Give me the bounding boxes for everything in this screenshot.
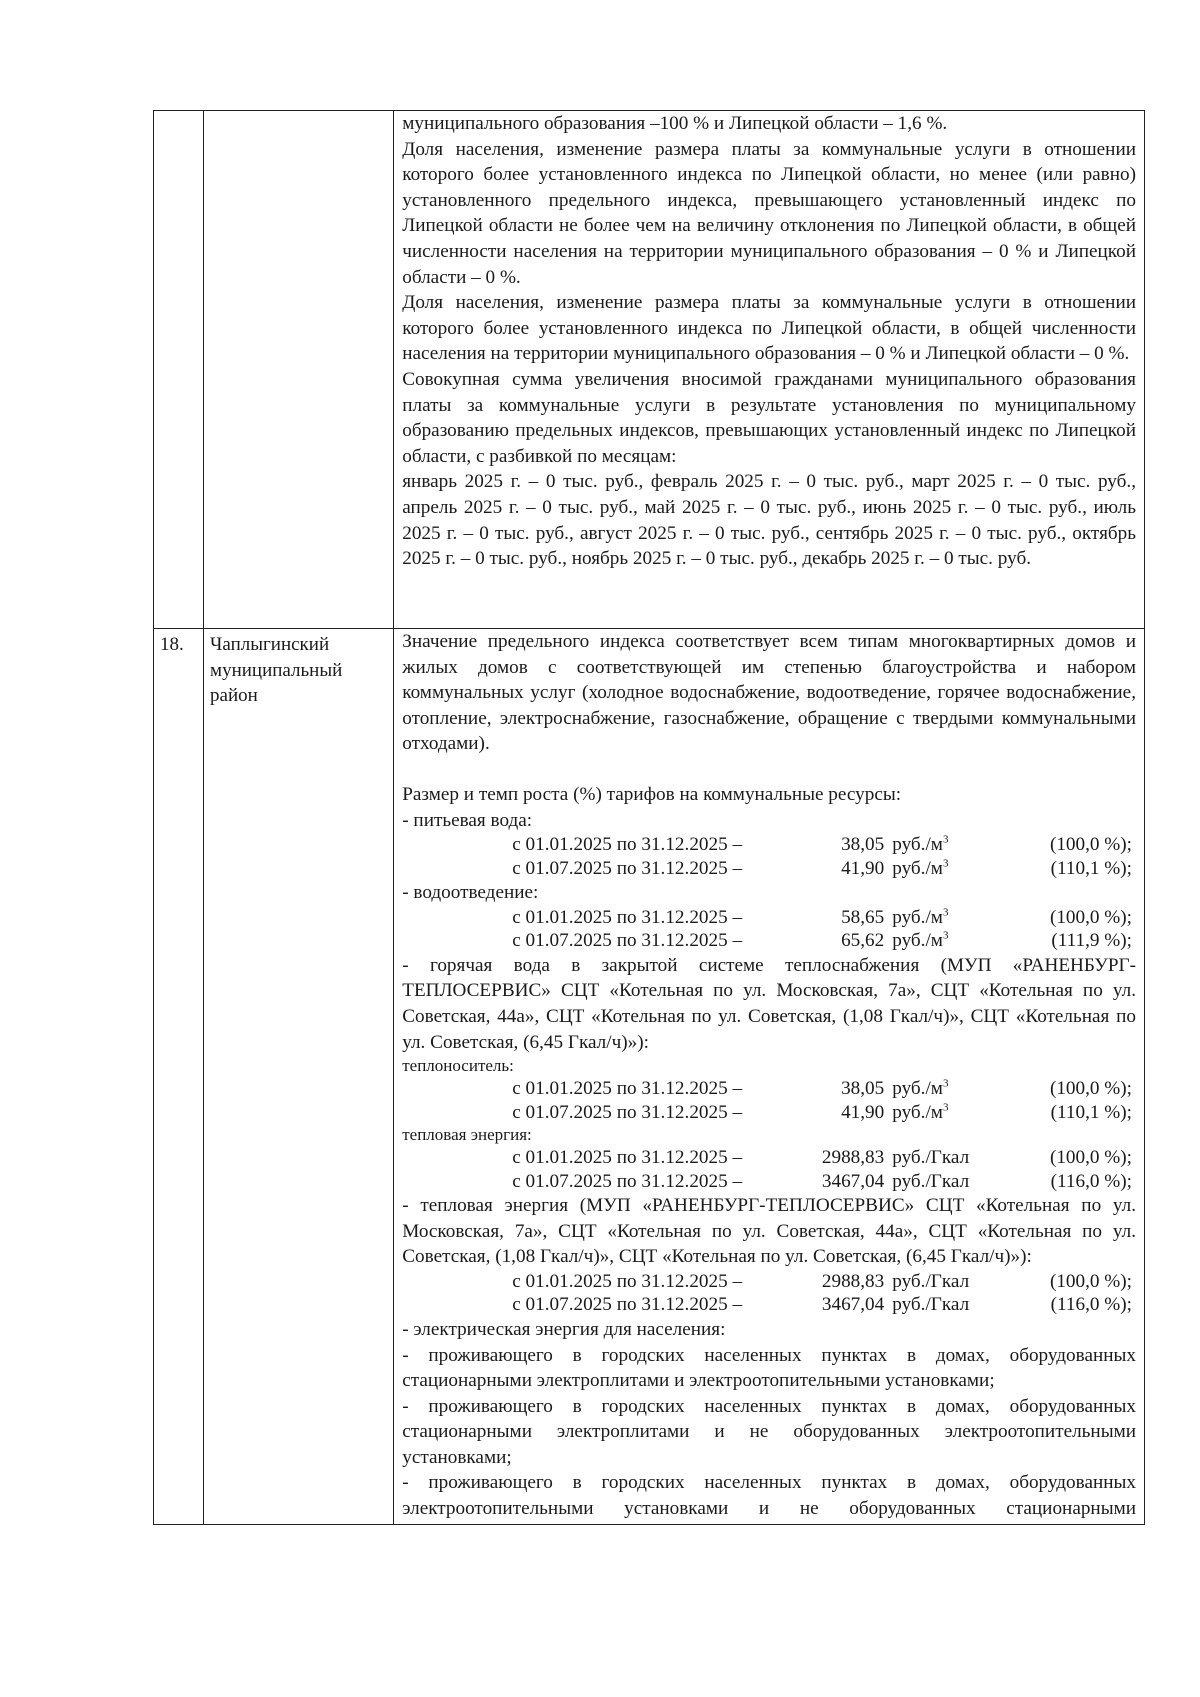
paragraph-monthly-breakdown: январь 2025 г. – 0 тыс. руб., февраль 2025 г. – 0 тыс. руб., март 2025 г. – 0 тыс. руб., апрель 2025 г. – 0 тыс. руб., май 2025 г. – 0 тыс. руб., июнь 2025 г. – 0 тыс. руб., июль 2025 г. – 0 тыс. руб., август 2025 г. – 0 тыс. руб., сентябрь 2025 г. – 0 тыс. руб., октябрь 2025 г. – 0 тыс. руб., ноябрь 2025 г. – 0 тыс. руб., декабрь 2025 г. – 0 тыс. руб. <box>402 471 1136 570</box>
table-row-18 <box>154 629 1145 1525</box>
hotwater-heading: - горячая вода в закрытой системе теплоснабжения (МУП «РАНЕНБУРГ-ТЕПЛОСЕРВИС» СЦТ «Котельная по ул. Московская, 7а», СЦТ «Котельная по ул. Советская, 44а», СЦТ «Котельная по ул. Советская, (1,08 Гкал/ч)», СЦТ «Котельная по ул. Советская, (6,45 Гкал/ч)»): <box>402 954 1136 1053</box>
paragraph-share-within-deviation: Доля населения, изменение размера платы за коммунальные услуги в отношении которого более установленного индекса по Липецкой области, но менее (или равно) установленного предельного индекса, превышающего установленный индекс по Липецкой области не более чем на величину отклонения по Липецкой области, в общей численности населения на территории муниципального образования – 0 % и Липецкой области – 0 %. <box>402 138 1136 288</box>
paragraph-total-increase: Совокупная сумма увеличения вносимой гражданами муниципального образования платы за коммунальные услуги в результате установления по муниципальному образованию предельных индексов, превышающих установленный индекс по Липецкой области, с разбивкой по месяцам: <box>402 368 1136 467</box>
tariff-line: с 01.07.2025 по 31.12.2025 – 3467,04 руб./Гкал (116,0 %); <box>512 1170 1132 1192</box>
sewer-heading: - водоотведение: <box>402 882 539 904</box>
tariff-line: с 01.01.2025 по 31.12.2025 – 58,65 $руб./м^3$ (100,0 %); <box>512 906 1132 928</box>
tariff-table <box>153 110 1145 1525</box>
paragraph-intro: Значение предельного индекса соответствует всем типам многоквартирных домов и жилых домов с соответствующей им степенью благоустройства и набором коммунальных услуг (холодное водоснабжение, водоотведение, горячее водоснабжение, отопление, электроснабжение, газоснабжение, обращение с твердыми коммунальными отходами). <box>402 631 1136 755</box>
energy-heading: тепловая энергия: <box>402 1125 532 1145</box>
elec-item-3: - проживающего в городских населенных пунктах в домах, оборудованных электроотопительными установками и не оборудованных стационарными <box>402 1472 1136 1520</box>
region-cell-empty <box>204 111 394 629</box>
paragraph-share-above-index: Доля населения, изменение размера платы за коммунальные услуги в отношении которого более установленного индекса по Липецкой области, в общей численности населения на территории муниципального образования – 0 % и Липецкой области – 0 %. <box>402 292 1136 365</box>
tariff-line: с 01.07.2025 по 31.12.2025 – 41,90 $руб./м^3$ (110,1 %); <box>512 1101 1132 1123</box>
table-row-17-continuation <box>154 111 1145 629</box>
heat-heading: - тепловая энергия (МУП «РАНЕНБУРГ-ТЕПЛОСЕРВИС» СЦТ «Котельная по ул. Московская, 7а», СЦТ «Котельная по ул. Советская, 44а», СЦТ «Котельная по ул. Советская, (1,08 Гкал/ч)», СЦТ «Котельная по ул. Советская, (6,45 Гкал/ч)»): <box>402 1195 1136 1268</box>
rates-heading: Размер и темп роста (%) тарифов на коммунальные ресурсы: <box>402 783 902 805</box>
water-heading: - питьевая вода: <box>402 809 533 831</box>
region-name: Чаплыгинский муниципальный район <box>204 629 394 1525</box>
paragraph-share-100: муниципального образования –100 % и Липецкой области – 1,6 %. <box>402 113 948 134</box>
tariff-line: с 01.01.2025 по 31.12.2025 – 38,05 $руб./м^3$ (100,0 %); <box>512 1077 1132 1100</box>
tariff-line: с 01.01.2025 по 31.12.2025 – 2988,83 руб./Гкал (100,0 %); <box>512 1270 1132 1292</box>
tariff-line: с 01.07.2025 по 31.12.2025 – 41,90 $руб./м^3$ (110,1 %); <box>512 857 1132 879</box>
elec-heading: - электрическая энергия для населения: <box>402 1318 726 1340</box>
tariff-line: с 01.07.2025 по 31.12.2025 – 65,62 $руб./м^3$ (111,9 %); <box>512 929 1132 952</box>
elec-item-2: - проживающего в городских населенных пунктах в домах, оборудованных стационарными электроплитами и не оборудованных электроотопительными установками; <box>402 1395 1136 1468</box>
number-cell-empty <box>154 111 204 629</box>
tariff-line: с 01.07.2025 по 31.12.2025 – 3467,04 руб./Гкал (116,0 %); <box>512 1294 1132 1316</box>
description-cell <box>394 111 1145 629</box>
description-cell-18 <box>394 629 1145 1525</box>
row-number: 18. <box>154 629 204 1525</box>
carrier-heading: теплоноситель: <box>402 1056 514 1076</box>
elec-item-1: - проживающего в городских населенных пунктах в домах, оборудованных стационарными электроплитами и электроотопительными установками; <box>402 1344 1136 1392</box>
tariff-line: с 01.01.2025 по 31.12.2025 – 38,05 $руб./м^3$ (100,0 %); <box>512 833 1132 856</box>
tariff-line: с 01.01.2025 по 31.12.2025 – 2988,83 руб./Гкал (100,0 %); <box>512 1147 1132 1169</box>
